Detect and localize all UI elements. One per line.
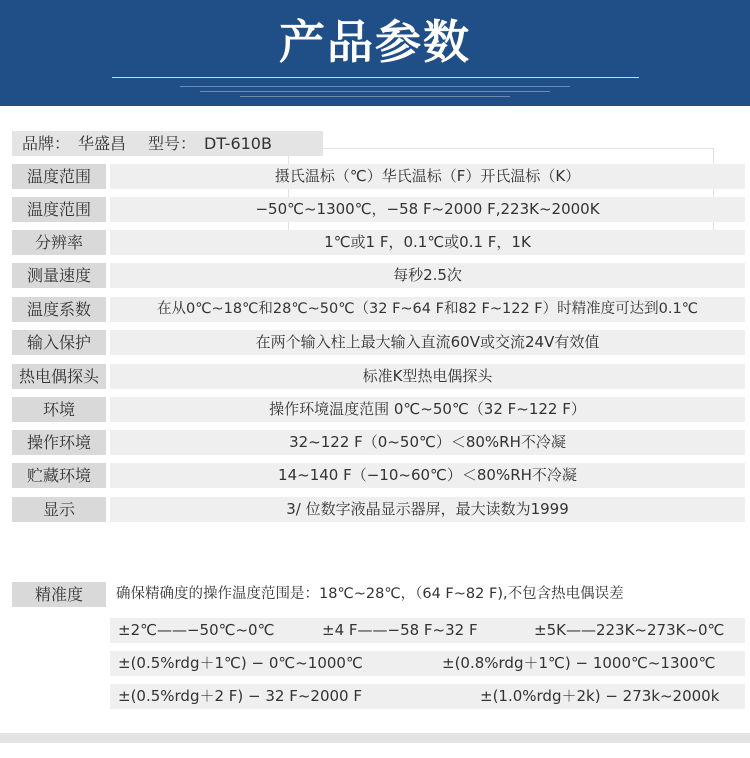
spec-row (12, 197, 745, 222)
spec-value: 3/ 位数字液晶显示器屏，最大读数为1999 (110, 497, 745, 522)
spec-value: 在从0℃~18℃和28℃~50℃（32 F~64 F和82 F~122 F）时精准度可达到0.1℃ (110, 297, 745, 322)
spec-row (12, 397, 745, 422)
accuracy-row (110, 618, 745, 643)
accuracy-row (110, 684, 745, 709)
spec-label: 操作环境 (12, 430, 106, 455)
spec-label: 环境 (12, 397, 106, 422)
spec-value: 32~122 F（0~50℃）＜80%RH不冷凝 (110, 430, 745, 455)
spec-row (12, 364, 745, 389)
title-divider (112, 77, 639, 78)
decorative-line (180, 86, 570, 87)
spec-label: 温度系数 (12, 297, 106, 322)
spec-value: 标准K型热电偶探头 (110, 364, 745, 389)
spec-label: 贮藏环境 (12, 463, 106, 488)
header-banner (0, 0, 750, 106)
model-value: DT-610B (204, 134, 272, 153)
spec-row (12, 463, 745, 488)
spec-value: 1℃或1 F，0.1℃或0.1 F，1K (110, 230, 745, 255)
spec-label: 热电偶探头 (12, 364, 106, 389)
spec-label: 温度范围 (12, 197, 106, 222)
spec-row (12, 430, 745, 455)
brand-label: 品牌： (22, 134, 71, 153)
spec-value: 在两个输入柱上最大输入直流60V或交流24V有效值 (110, 330, 745, 355)
accuracy-row (110, 651, 745, 676)
brand-model-row (12, 131, 323, 156)
spec-value: 操作环境温度范围 0℃~50℃（32 F~122 F） (110, 397, 745, 422)
spec-row (12, 263, 745, 288)
spec-value: 摄氏温标（℃）华氏温标（F）开氏温标（K） (110, 164, 745, 189)
accuracy-cell: ±2℃——−50℃~0℃ (118, 621, 275, 639)
accuracy-cell: ±(0.5%rdg＋2 F) − 32 F~2000 F (118, 687, 362, 705)
spec-label: 温度范围 (12, 164, 106, 189)
spec-label: 显示 (12, 497, 106, 522)
accuracy-cell: ±(1.0%rdg＋2k) − 273k~2000k (480, 687, 720, 705)
accuracy-label: 精准度 (12, 582, 106, 607)
spec-value: 每秒2.5次 (110, 263, 745, 288)
spec-row (12, 330, 745, 355)
brand-value: 华盛昌 (78, 134, 127, 153)
spec-label: 测量速度 (12, 263, 106, 288)
spec-label: 输入保护 (12, 330, 106, 355)
model-label: 型号： (148, 134, 197, 153)
page-title: 产品参数 (279, 15, 471, 69)
spec-row (12, 297, 745, 322)
accuracy-cell: ±4 F——−58 F~32 F (322, 621, 478, 639)
accuracy-cell: ±5K——223K~273K~0℃ (534, 621, 725, 639)
spec-row (12, 230, 745, 255)
footer-band (0, 733, 750, 743)
spec-value: 14~140 F（−10~60℃）＜80%RH不冷凝 (110, 463, 745, 488)
spec-label: 分辨率 (12, 230, 106, 255)
accuracy-intro: 确保精确度的操作温度范围是：18℃~28℃，（64 F~82 F),不包含热电偶误差 (116, 586, 624, 602)
decorative-line (240, 96, 510, 97)
spec-row (12, 497, 745, 522)
spec-row (12, 164, 745, 189)
accuracy-cell: ±(0.8%rdg＋1℃) − 1000℃~1300℃ (442, 654, 716, 672)
spec-value: −50℃~1300℃，−58 F~2000 F,223K~2000K (110, 197, 745, 222)
decorative-line (200, 91, 550, 92)
accuracy-cell: ±(0.5%rdg＋1℃) − 0℃~1000℃ (118, 654, 363, 672)
